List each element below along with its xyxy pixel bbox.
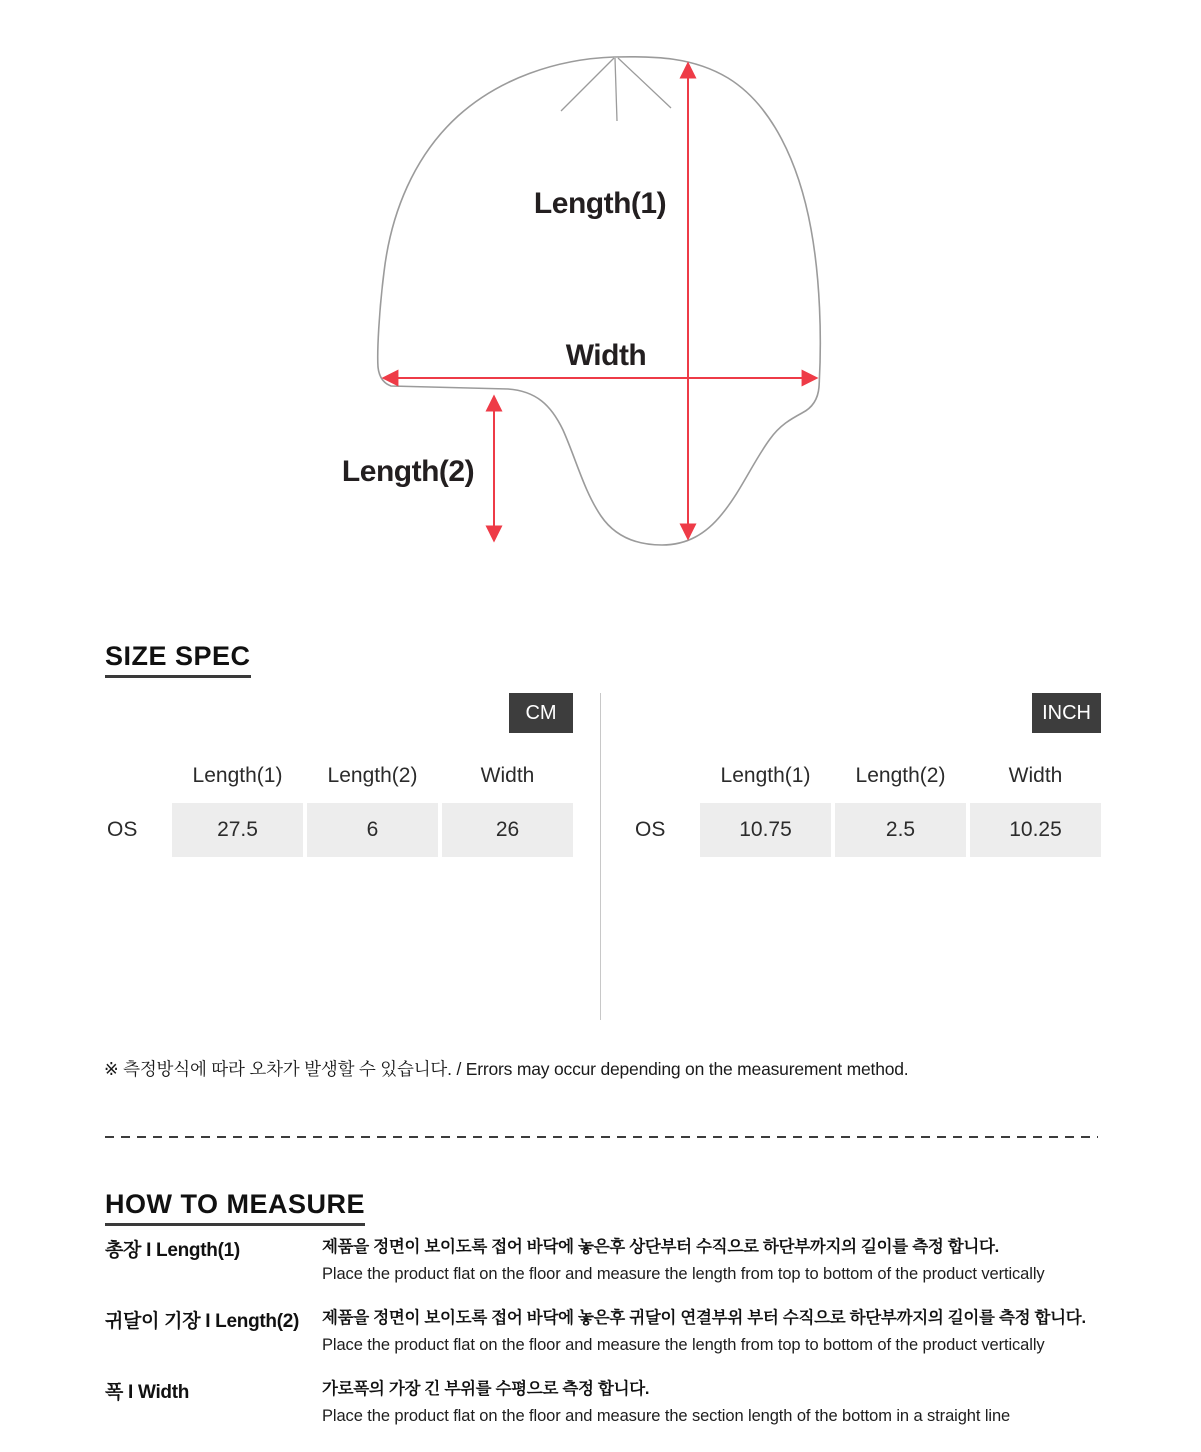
how-to-measure-title: HOW TO MEASURE	[105, 1190, 365, 1226]
column-header-width: Width	[480, 764, 535, 787]
unit-badge-inch: INCH	[1032, 693, 1101, 733]
how-to-measure-list	[105, 1234, 1105, 1447]
table-divider	[600, 693, 601, 1020]
measure-description-ko: 가로폭의 가장 긴 부위를 수평으로 측정 합니다.	[322, 1380, 650, 1398]
hat-diagram-svg	[0, 0, 1201, 580]
measure-description	[322, 1234, 1105, 1288]
measure-description-ko: 제품을 정면이 보이도록 접어 바닥에 놓은후 상단부터 수직으로 하단부까지의 길이를 측정 합니다.	[322, 1238, 999, 1256]
value-cell-width: 10.25	[970, 803, 1101, 857]
unit-badge-cm: CM	[509, 693, 573, 733]
column-header-length1: Length(1)	[720, 764, 811, 787]
size-table-inch	[633, 693, 1101, 857]
measure-label: 폭 I Width	[105, 1382, 190, 1403]
measure-label: 총장 I Length(1)	[105, 1240, 240, 1261]
measure-description-en: Place the product flat on the floor and measure the section length of the bottom in a straight line	[322, 1407, 1011, 1425]
corner-cell	[105, 761, 168, 791]
value-cell-length2: 2.5	[835, 803, 966, 857]
hat-diagram	[0, 0, 1201, 580]
value-cell-length1: 10.75	[700, 803, 831, 857]
measure-description-en: Place the product flat on the floor and measure the length from top to bottom of the product vertically	[322, 1265, 1045, 1283]
column-header-length2: Length(2)	[855, 764, 946, 787]
measure-description-ko: 제품을 정면이 보이도록 접어 바닥에 놓은후 귀달이 연결부위 부터 수직으로 하단부까지의 길이를 측정 합니다.	[322, 1309, 1086, 1327]
size-table-cm	[105, 693, 573, 857]
column-header-length1: Length(1)	[192, 764, 283, 787]
value-cell-length1: 27.5	[172, 803, 303, 857]
measure-description-en: Place the product flat on the floor and measure the length from top to bottom of the product vertically	[322, 1336, 1045, 1354]
diagram-label-width: Width	[565, 339, 647, 372]
column-header-width: Width	[1008, 764, 1063, 787]
measure-description	[322, 1305, 1105, 1359]
size-row-label: OS	[635, 818, 666, 841]
table-row	[105, 803, 573, 857]
value-cell-width: 26	[442, 803, 573, 857]
measure-item-length2	[105, 1305, 1105, 1359]
measure-label: 귀달이 기장 I Length(2)	[105, 1311, 300, 1332]
table-header-row	[105, 761, 573, 791]
corner-cell	[633, 761, 696, 791]
value-cell-length2: 6	[307, 803, 438, 857]
crown-seam-lines	[561, 58, 671, 121]
diagram-label-length2: Length(2)	[341, 455, 475, 488]
diagram-label-length1: Length(1)	[533, 187, 667, 220]
section-dashed-divider	[105, 1136, 1098, 1138]
size-row-label: OS	[107, 818, 138, 841]
table-row	[633, 803, 1101, 857]
measure-description	[322, 1376, 1105, 1430]
column-header-length2: Length(2)	[327, 764, 418, 787]
size-spec-title: SIZE SPEC	[105, 642, 251, 678]
table-header-row	[633, 761, 1101, 791]
measure-item-length1	[105, 1234, 1105, 1288]
measure-item-width	[105, 1376, 1105, 1430]
measurement-error-note: ※ 측정방식에 따라 오차가 발생할 수 있습니다. / Errors may occur depending on the measurement method.	[104, 1059, 909, 1079]
